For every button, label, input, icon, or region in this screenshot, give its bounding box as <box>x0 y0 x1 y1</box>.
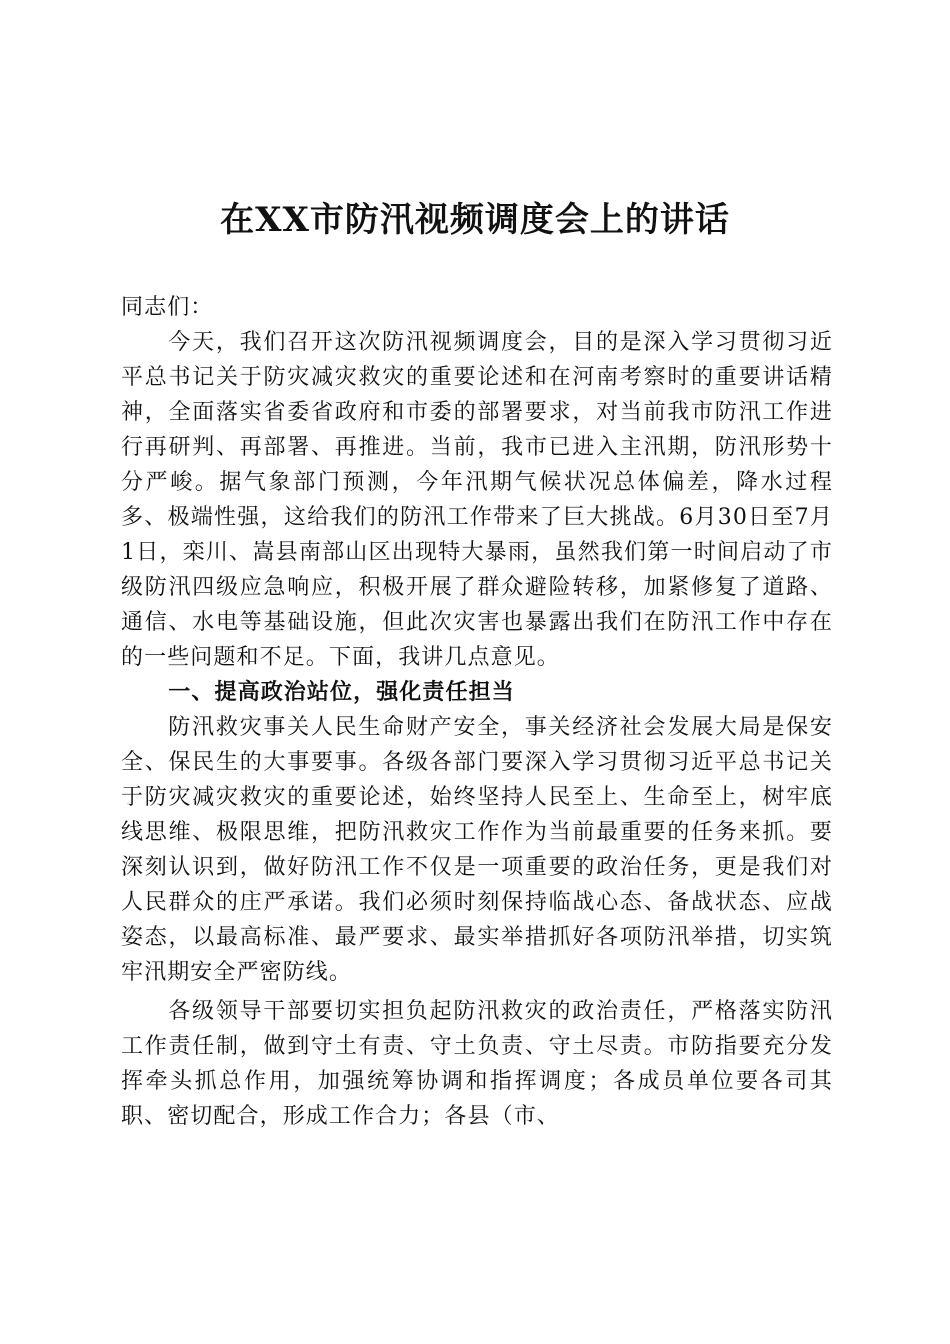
section-heading-1: 一、提高政治站位，强化责任担当 <box>168 679 515 705</box>
section1-paragraph-2: 各级领导干部要切实担负起防汛救灾的政治责任，严格落实防汛工作责任制，做到守土有责、守土负责、守土尽责。市防指要充分发挥牵头抓总作用，加强统筹协调和指挥调度；各成员单位要各司其职、密切配合，形成工作合力；各县（市、 <box>121 999 833 1129</box>
document-title: 在XX市防汛视频调度会上的讲话 <box>220 200 730 240</box>
document-body <box>121 290 833 1134</box>
section1-paragraph-1: 防汛救灾事关人民生命财产安全，事关经济社会发展大局是保安全、保民生的大事要事。各级各部门要深入学习贯彻习近平总书记关于防灾减灾救灾的重要论述，始终坚持人民至上、生命至上，树牢底线思维、极限思维，把防汛救灾工作作为当前最重要的任务来抓。要深刻认识到，做好防汛工作不仅是一项重要的政治任务，更是我们对人民群众的庄严承诺。我们必须时刻保持临战心态、备战状态、应战姿态，以最高标准、最严要求、最实举措抓好各项防汛举措，切实筑牢汛期安全严密防线。 <box>121 715 833 985</box>
intro-paragraph: 今天，我们召开这次防汛视频调度会，目的是深入学习贯彻习近平总书记关于防灾减灾救灾的重要论述和在河南考察时的重要讲话精神，全面落实省委省政府和市委的部署要求，对当前我市防汛工作进行再研判、再部署、再推进。当前，我市已进入主汛期，防汛形势十分严峻。据气象部门预测，今年汛期气候状况总体偏差，降水过程多、极端性强，这给我们的防汛工作带来了巨大挑战。6月30日至7月1日，栾川、嵩县南部山区出现特大暴雨，虽然我们第一时间启动了市级防汛四级应急响应，积极开展了群众避险转移，加紧修复了道路、通信、水电等基础设施，但此次灾害也暴露出我们在防汛工作中存在的一些问题和不足。下面，我讲几点意见。 <box>121 330 833 670</box>
salutation: 同志们： <box>121 295 214 320</box>
